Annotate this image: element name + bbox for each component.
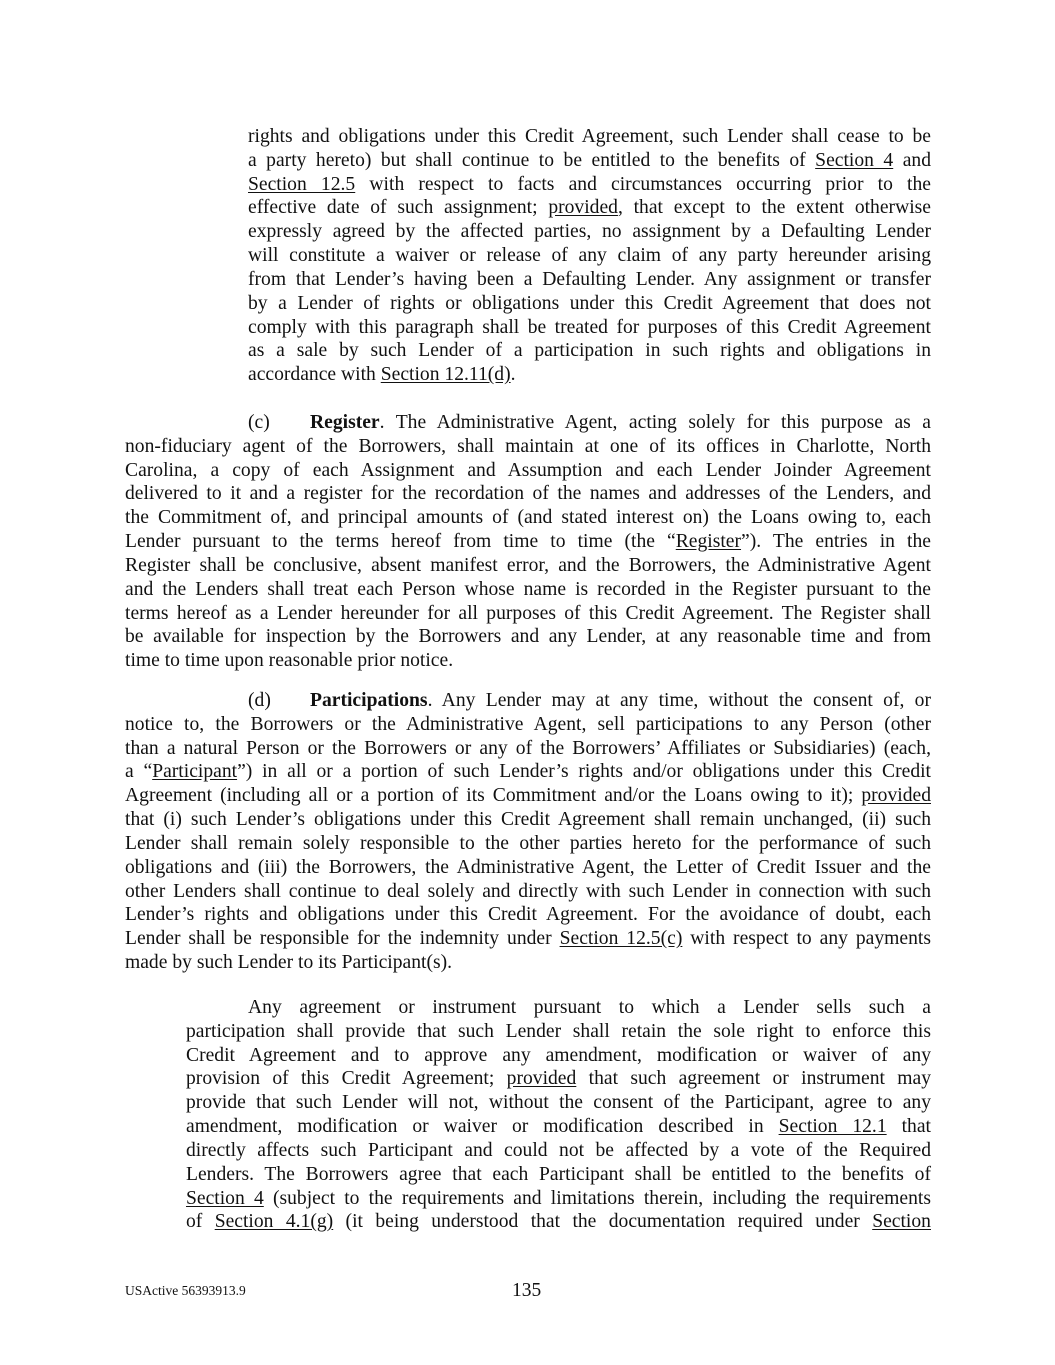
text-line: Agreement (including all or a portion of its Commitment and/or the Loans owing to it); provided	[125, 785, 931, 807]
text-line: that (i) such Lender’s obligations under this Credit Agreement shall remain unchanged, (ii) such	[125, 809, 931, 831]
text-line: Any agreement or instrument pursuant to which a Lender sells such a	[248, 997, 931, 1018]
text-line: amendment, modification or waiver or modification described in Section 12.1 that	[186, 1116, 931, 1138]
text-line: expressly agreed by the affected parties, no assignment by a Defaulting Lender	[248, 221, 931, 243]
defined-term: Participant	[152, 761, 238, 783]
section-reference: Section	[872, 1211, 931, 1233]
text-line: a “Participant”) in all or a portion of such Lender’s rights and/or obligations under this Credit	[125, 761, 931, 783]
clause-heading: Participations	[310, 690, 428, 711]
text-line: obligations and (iii) the Borrowers, the Administrative Agent, the Letter of Credit Issuer and the	[125, 856, 931, 878]
text-line: accordance with Section 12.11(d).	[248, 364, 516, 386]
text-line: Lender shall be responsible for the indemnity under Section 12.5(c) with respect to any payments	[125, 928, 931, 950]
paragraph-participations	[125, 689, 931, 975]
text-line: the Commitment of, and principal amounts of (and stated interest on) the Loans owing to, each	[125, 507, 931, 529]
text-line: notice to, the Borrowers or the Administrative Agent, sell participations to any Person (other	[125, 713, 931, 735]
section-reference: Section 12.1	[778, 1116, 887, 1138]
section-reference: Section 4	[815, 149, 894, 171]
text-line: participation shall provide that such Lender shall retain the sole right to enforce this	[186, 1020, 931, 1042]
text-line: Section 4 (subject to the requirements and limitations therein, including the requirements	[186, 1187, 931, 1209]
text-line: Lender pursuant to the terms hereof from time to time (the “Register”). The entries in the	[125, 531, 931, 553]
text-line: provision of this Credit Agreement; provided that such agreement or instrument may	[186, 1068, 931, 1090]
paragraph-register	[125, 411, 931, 673]
section-reference: Section 4.1(g)	[214, 1211, 334, 1233]
text-line: directly affects such Participant and could not be affected by a vote of the Required	[186, 1139, 931, 1161]
section-reference: Section 12.11(d)	[380, 364, 511, 386]
text-line: Register shall be conclusive, absent manifest error, and the Borrowers, the Administrative Agent	[125, 554, 931, 576]
text-line: as a sale by such Lender of a participation in such rights and obligations in	[248, 340, 931, 362]
text-line: and the Lenders shall treat each Person whose name is recorded in the Register pursuant to the	[125, 578, 931, 600]
text-line: Credit Agreement and to approve any amendment, modification or waiver of any	[186, 1044, 931, 1066]
text-line: by a Lender of rights or obligations under this Credit Agreement that does not	[248, 292, 931, 314]
text-line: provide that such Lender will not, without the consent of the Participant, agree to any	[186, 1092, 931, 1114]
text-line: (c) Register. The Administrative Agent, acting solely for this purpose as a	[248, 412, 931, 433]
text-line: effective date of such assignment; provided, that except to the extent otherwise	[248, 197, 931, 219]
clause-label: (c)	[248, 412, 270, 433]
text-line: Lender shall remain solely responsible to the other parties hereto for the performance of such	[125, 832, 931, 854]
text-line: terms hereof as a Lender hereunder for all purposes of this Credit Agreement. The Register shall	[125, 602, 931, 624]
text-line: Carolina, a copy of each Assignment and Assumption and each Lender Joinder Agreement	[125, 459, 931, 481]
clause-label: (d)	[248, 690, 271, 711]
defined-term: Register	[675, 531, 742, 553]
text-line: delivered to it and a register for the recordation of the names and addresses of the Lenders, and	[125, 483, 931, 505]
document-id: USActive 56393913.9	[125, 1283, 246, 1298]
page-number: 135	[512, 1280, 542, 1301]
text-line: non-fiduciary agent of the Borrowers, shall maintain at one of its offices in Charlotte, North	[125, 435, 931, 457]
provided-term: provided	[548, 197, 618, 219]
section-reference: Section 12.5	[248, 173, 356, 195]
text-line: will constitute a waiver or release of any claim of any party hereunder arising	[248, 245, 931, 267]
text-line: a party hereto) but shall continue to be entitled to the benefits of Section 4 and	[248, 149, 931, 171]
text-line: than a natural Person or the Borrowers or any of the Borrowers’ Affiliates or Subsidiaries) (each,	[125, 737, 931, 759]
text-line: Lenders. The Borrowers agree that each Participant shall be entitled to the benefits of	[186, 1163, 931, 1185]
text-line: rights and obligations under this Credit Agreement, such Lender shall cease to be	[248, 126, 931, 147]
paragraph-assignment-continuation	[248, 125, 931, 387]
text-line: of Section 4.1(g) (it being understood that the documentation required under Section	[186, 1211, 931, 1233]
text-line: be available for inspection by the Borrowers and any Lender, at any reasonable time and from	[125, 626, 931, 648]
text-line: (d) Participations. Any Lender may at any time, without the consent of, or	[248, 690, 931, 711]
text-line: made by such Lender to its Participant(s).	[125, 951, 453, 973]
text-line: Lender’s rights and obligations under this Credit Agreement. For the avoidance of doubt, each	[125, 904, 931, 926]
provided-term: provided	[506, 1068, 577, 1090]
text-line: time to time upon reasonable prior notice.	[125, 650, 454, 672]
paragraph-participation-agreement	[186, 996, 931, 1234]
section-reference: Section 4	[186, 1187, 264, 1209]
provided-term: provided	[861, 785, 931, 807]
section-reference: Section 12.5(c)	[559, 928, 683, 950]
text-line: Section 12.5 with respect to facts and circumstances occurring prior to the	[248, 173, 931, 195]
text-line: other Lenders shall continue to deal solely and directly with such Lender in connection with such	[125, 880, 931, 902]
text-line: from that Lender’s having been a Defaulting Lender. Any assignment or transfer	[248, 268, 931, 290]
text-line: comply with this paragraph shall be treated for purposes of this Credit Agreement	[248, 316, 931, 338]
clause-heading: Register	[310, 412, 380, 433]
